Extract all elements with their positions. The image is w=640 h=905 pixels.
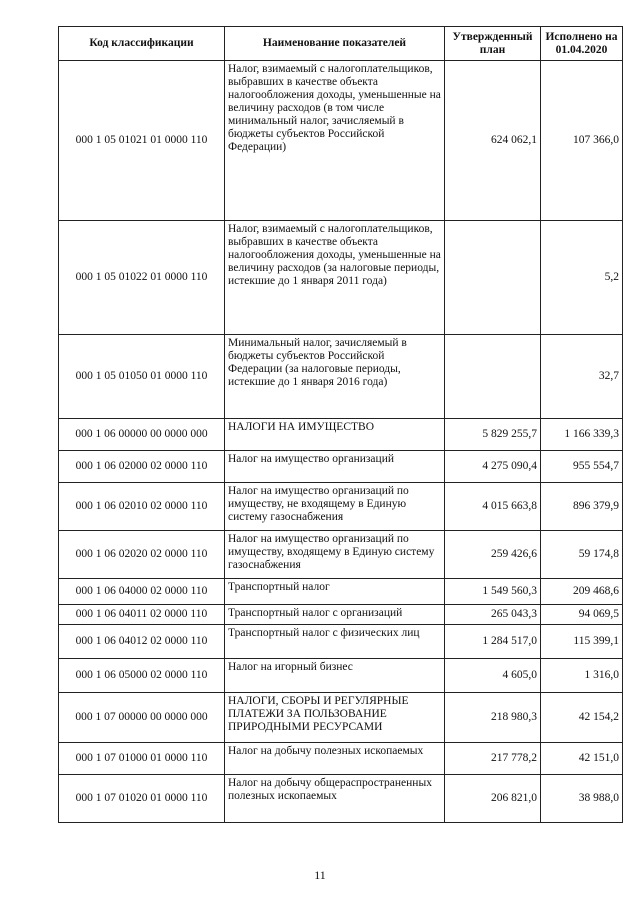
row-name: Транспортный налог — [225, 579, 445, 605]
row-done: 94 069,5 — [541, 605, 623, 625]
row-name: Транспортный налог с организаций — [225, 605, 445, 625]
row-plan: 217 778,2 — [445, 743, 541, 775]
row-code: 000 1 07 01000 01 0000 110 — [59, 743, 225, 775]
row-done: 38 988,0 — [541, 775, 623, 823]
row-code: 000 1 07 00000 00 0000 000 — [59, 693, 225, 743]
row-name: Налог, взимаемый с налогоплательщиков, выбравших в качестве объекта налогообложения доходы, уменьшенные на величину расходов (за налоговые периоды, истекшие до 1 января 2011 года) — [225, 221, 445, 335]
row-name: Налог на добычу полезных ископаемых — [225, 743, 445, 775]
page-number: 11 — [314, 868, 326, 882]
table-header-row — [59, 27, 623, 61]
row-plan: 265 043,3 — [445, 605, 541, 625]
table-row — [59, 579, 623, 605]
table-row — [59, 531, 623, 579]
row-code: 000 1 06 02000 02 0000 110 — [59, 451, 225, 483]
row-name: Транспортный налог с физических лиц — [225, 625, 445, 659]
row-plan: 206 821,0 — [445, 775, 541, 823]
row-plan: 259 426,6 — [445, 531, 541, 579]
table-row — [59, 61, 623, 221]
header-done: Исполнено на 01.04.2020 — [541, 27, 623, 61]
row-done: 42 154,2 — [541, 693, 623, 743]
row-code: 000 1 06 02020 02 0000 110 — [59, 531, 225, 579]
table-row — [59, 483, 623, 531]
row-name: Минимальный налог, зачисляемый в бюджеты субъектов Российской Федерации (за налоговые периоды, истекшие до 1 января 2016 года) — [225, 335, 445, 419]
budget-table — [58, 26, 623, 823]
row-code: 000 1 06 04011 02 0000 110 — [59, 605, 225, 625]
row-done: 209 468,6 — [541, 579, 623, 605]
table-row — [59, 221, 623, 335]
row-code: 000 1 06 05000 02 0000 110 — [59, 659, 225, 693]
row-done: 107 366,0 — [541, 61, 623, 221]
row-name: НАЛОГИ, СБОРЫ И РЕГУЛЯРНЫЕ ПЛАТЕЖИ ЗА ПОЛЬЗОВАНИЕ ПРИРОДНЫМИ РЕСУРСАМИ — [225, 693, 445, 743]
row-plan: 4 275 090,4 — [445, 451, 541, 483]
row-code: 000 1 06 04000 02 0000 110 — [59, 579, 225, 605]
row-done: 59 174,8 — [541, 531, 623, 579]
table-row — [59, 659, 623, 693]
row-plan — [445, 221, 541, 335]
row-done: 115 399,1 — [541, 625, 623, 659]
table-row — [59, 775, 623, 823]
row-done: 42 151,0 — [541, 743, 623, 775]
table-row — [59, 605, 623, 625]
header-code: Код классификации — [59, 27, 225, 61]
row-name: Налог на имущество организаций по имуществу, не входящему в Единую систему газоснабжения — [225, 483, 445, 531]
row-name: Налог, взимаемый с налогоплательщиков, выбравших в качестве объекта налогообложения доходы, уменьшенные на величину расходов (в том числе минимальный налог, зачисляемый в бюджеты субъектов Российской Федерации) — [225, 61, 445, 221]
row-plan — [445, 335, 541, 419]
row-plan: 4 015 663,8 — [445, 483, 541, 531]
row-name: Налог на имущество организаций — [225, 451, 445, 483]
table-row — [59, 693, 623, 743]
row-code: 000 1 06 00000 00 0000 000 — [59, 419, 225, 451]
row-name: Налог на добычу общераспространенных полезных ископаемых — [225, 775, 445, 823]
row-name: НАЛОГИ НА ИМУЩЕСТВО — [225, 419, 445, 451]
row-plan: 1 549 560,3 — [445, 579, 541, 605]
header-plan: Утвержденный план — [445, 27, 541, 61]
table-row — [59, 419, 623, 451]
row-code: 000 1 07 01020 01 0000 110 — [59, 775, 225, 823]
row-done: 5,2 — [541, 221, 623, 335]
row-name: Налог на имущество организаций по имуществу, входящему в Единую систему газоснабжения — [225, 531, 445, 579]
header-name: Наименование показателей — [225, 27, 445, 61]
row-code: 000 1 05 01021 01 0000 110 — [59, 61, 225, 221]
row-done: 32,7 — [541, 335, 623, 419]
row-plan: 5 829 255,7 — [445, 419, 541, 451]
row-done: 955 554,7 — [541, 451, 623, 483]
row-code: 000 1 06 02010 02 0000 110 — [59, 483, 225, 531]
table-row — [59, 625, 623, 659]
row-plan: 624 062,1 — [445, 61, 541, 221]
row-code: 000 1 06 04012 02 0000 110 — [59, 625, 225, 659]
row-plan: 4 605,0 — [445, 659, 541, 693]
table-row — [59, 335, 623, 419]
row-done: 1 166 339,3 — [541, 419, 623, 451]
row-plan: 218 980,3 — [445, 693, 541, 743]
table-row — [59, 743, 623, 775]
row-done: 896 379,9 — [541, 483, 623, 531]
row-done: 1 316,0 — [541, 659, 623, 693]
row-plan: 1 284 517,0 — [445, 625, 541, 659]
row-code: 000 1 05 01022 01 0000 110 — [59, 221, 225, 335]
row-name: Налог на игорный бизнес — [225, 659, 445, 693]
table-row — [59, 451, 623, 483]
row-code: 000 1 05 01050 01 0000 110 — [59, 335, 225, 419]
